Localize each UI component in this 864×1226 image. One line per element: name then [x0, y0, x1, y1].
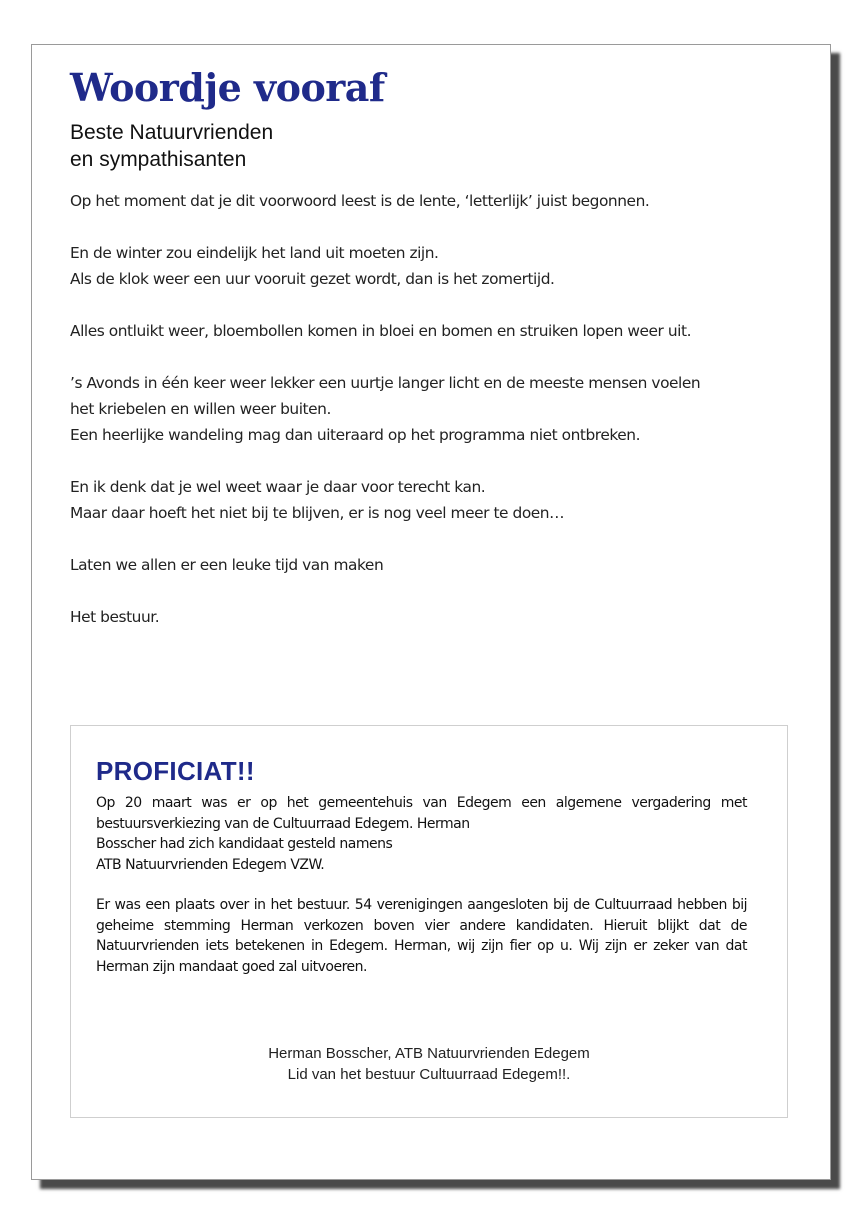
paragraph-line: Een heerlijke wandeling mag dan uiteraard op het programma niet ontbreken. [70, 426, 641, 444]
paragraph-line: het kriebelen en willen weer buiten. [70, 400, 331, 418]
newsletter-page [31, 44, 831, 1180]
foreword-body [70, 188, 815, 656]
photo-caption [71, 1043, 787, 1085]
box-paragraph-text: Op 20 maart was er op het gemeentehuis van Edegem een algemene vergadering met bestuursverkiezing van de Cultuurraad Edegem. Herman [96, 795, 747, 832]
box-body [96, 793, 747, 997]
greeting-line-2: en sympathisanten [70, 148, 247, 171]
box-paragraph-line: ATB Natuurvrienden Edegem VZW. [96, 856, 325, 873]
page-title: Woordje vooraf [70, 65, 385, 110]
paragraph-line: ’s Avonds in één keer weer lekker een uurtje langer licht en de meeste mensen voelen [70, 374, 701, 392]
paragraph-line: En ik denk dat je wel weet waar je daar voor terecht kan. [70, 478, 486, 496]
paragraph-line: Op het moment dat je dit voorwoord leest is de lente, ‘letterlijk’ juist begonnen. [70, 192, 650, 210]
box-title: PROFICIAT!! [96, 756, 255, 786]
caption-line-2: Lid van het bestuur Cultuurraad Edegem!!. [287, 1066, 571, 1083]
box-paragraph: Er was een plaats over in het bestuur. 54 verenigingen aangesloten bij de Cultuurraad hebben bij geheime stemming Herman verkozen boven vier andere kandidaten. Hieruit blijkt dat de Natuurvrienden iets betekenen in Edegem. Herman, wij zijn fier op u. Wij zijn er zeker van dat Herman zijn mandaat goed zal uitvoeren. [96, 897, 747, 975]
paragraph-line: Alles ontluikt weer, bloembollen komen in bloei en bomen en struiken lopen weer uit. [70, 322, 692, 340]
paragraph-line: En de winter zou eindelijk het land uit moeten zijn. [70, 244, 439, 262]
paragraph [70, 370, 815, 448]
box-paragraph-line: Bosscher had zich kandidaat gesteld namens [96, 836, 393, 852]
box-paragraph [96, 793, 747, 875]
congratulations-box [70, 725, 788, 1118]
paragraph-line: Laten we allen er een leuke tijd van maken [70, 556, 384, 574]
paragraph [70, 188, 815, 214]
signature-line: Het bestuur. [70, 608, 160, 626]
paragraph [70, 474, 815, 526]
paragraph-line: Als de klok weer een uur vooruit gezet wordt, dan is het zomertijd. [70, 270, 555, 288]
caption-line-1: Herman Bosscher, ATB Natuurvrienden Edegem [268, 1045, 590, 1062]
paragraph [70, 552, 815, 578]
greeting [70, 119, 273, 173]
paragraph [70, 318, 815, 344]
greeting-line-1: Beste Natuurvrienden [70, 121, 274, 144]
paragraph [70, 240, 815, 292]
signature [70, 604, 815, 630]
paragraph-line: Maar daar hoeft het niet bij te blijven, er is nog veel meer te doen… [70, 504, 565, 522]
